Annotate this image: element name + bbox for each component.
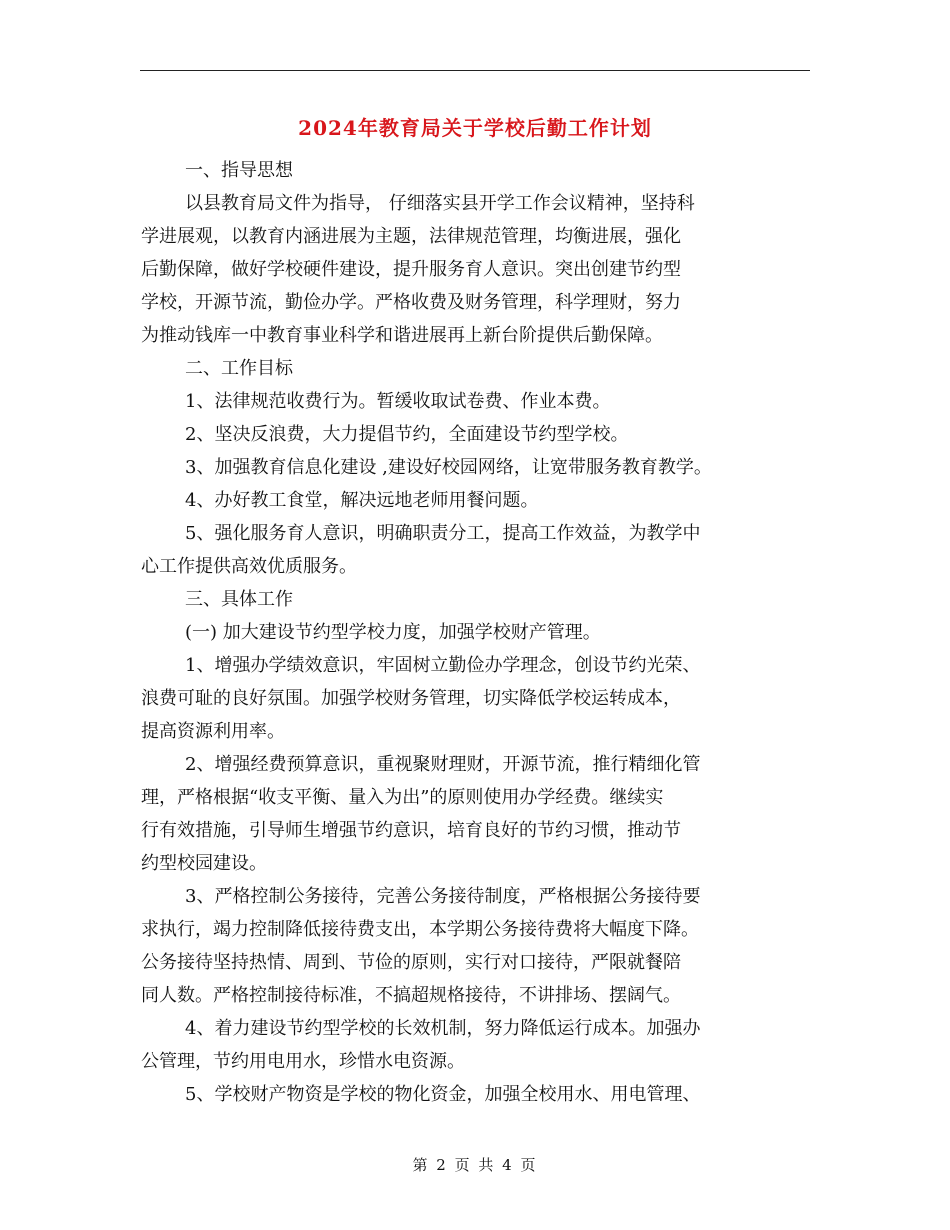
paragraph-line: 后勤保障，做好学校硬件建设，提升服务育人意识。突出创建节约型 [141,259,681,280]
paragraph-line: 4、办好教工食堂，解决远地老师用餐问题。 [185,490,539,511]
paragraph-line: 公管理，节约用电用水，珍惜水电资源。 [141,1051,465,1072]
paragraph-line: 为推动钱库一中教育事业科学和谐进展再上新台阶提供后勤保障。 [141,325,663,346]
paragraph-line: 2、坚决反浪费，大力提倡节约，全面建设节约型学校。 [185,424,629,445]
document-title: 2024年教育局关于学校后勤工作计划 [298,116,652,140]
paragraph-line: 求执行，竭力控制降低接待费支出，本学期公务接待费将大幅度下降。 [141,919,699,940]
paragraph-line: 学进展观，以教育内涵进展为主题，法律规范管理，均衡进展，强化 [141,226,681,247]
paragraph-line: 学校，开源节流，勤俭办学。严格收费及财务管理，科学理财，努力 [141,292,681,313]
paragraph-line: 4、着力建设节约型学校的长效机制，努力降低运行成本。加强办 [185,1018,701,1039]
paragraph-line: 公务接待坚持热情、周到、节俭的原则，实行对口接待，严限就餐陪 [141,952,681,973]
paragraph-line: 1、增强办学绩效意识，牢固树立勤俭办学理念，创设节约光荣、 [185,655,701,676]
paragraph-line: 行有效措施，引导师生增强节约意识，培育良好的节约习惯，推动节 [141,820,681,841]
paragraph-line: 5、学校财产物资是学校的物化资金，加强全校用水、用电管理、 [185,1084,701,1105]
paragraph-line: 同人数。严格控制接待标准，不搞超规格接待，不讲排场、摆阔气。 [141,985,681,1006]
paragraph-line: 5、强化服务育人意识，明确职责分工，提高工作效益，为教学中 [185,523,701,544]
paragraph-line: 3、严格控制公务接待，完善公务接待制度，严格根据公务接待要 [185,886,701,907]
document-body [141,154,810,1111]
header-rule [140,70,810,71]
paragraph-line: 1、法律规范收费行为。暂缓收取试卷费、作业本费。 [185,391,611,412]
paragraph-line: 理，严格根据“收支平衡、量入为出”的原则使用办学经费。继续实 [141,787,664,808]
paragraph-line: 心工作提供高效优质服务。 [141,556,357,577]
paragraph-line: 以县教育局文件为指导， 仔细落实县开学工作会议精神，坚持科 [185,193,695,214]
paragraph-line: 约型校园建设。 [141,853,267,874]
paragraph-line: 提高资源利用率。 [141,721,285,742]
paragraph-line: 3、加强教育信息化建设 ,建设好校园网络，让宽带服务教育教学。 [185,457,712,478]
paragraph-line: 浪费可耻的良好氛围。加强学校财务管理，切实降低学校运转成本， [141,688,681,709]
paragraph-line: 二、工作目标 [185,358,293,379]
paragraph-line: (一) 加大建设节约型学校力度，加强学校财产管理。 [185,622,601,643]
paragraph-line: 一、指导思想 [185,160,293,181]
paragraph-line: 2、增强经费预算意识，重视聚财理财，开源节流，推行精细化管 [185,754,701,775]
page-footer: 第 2 页 共 4 页 [412,1156,538,1174]
paragraph-line: 三、具体工作 [185,589,293,610]
